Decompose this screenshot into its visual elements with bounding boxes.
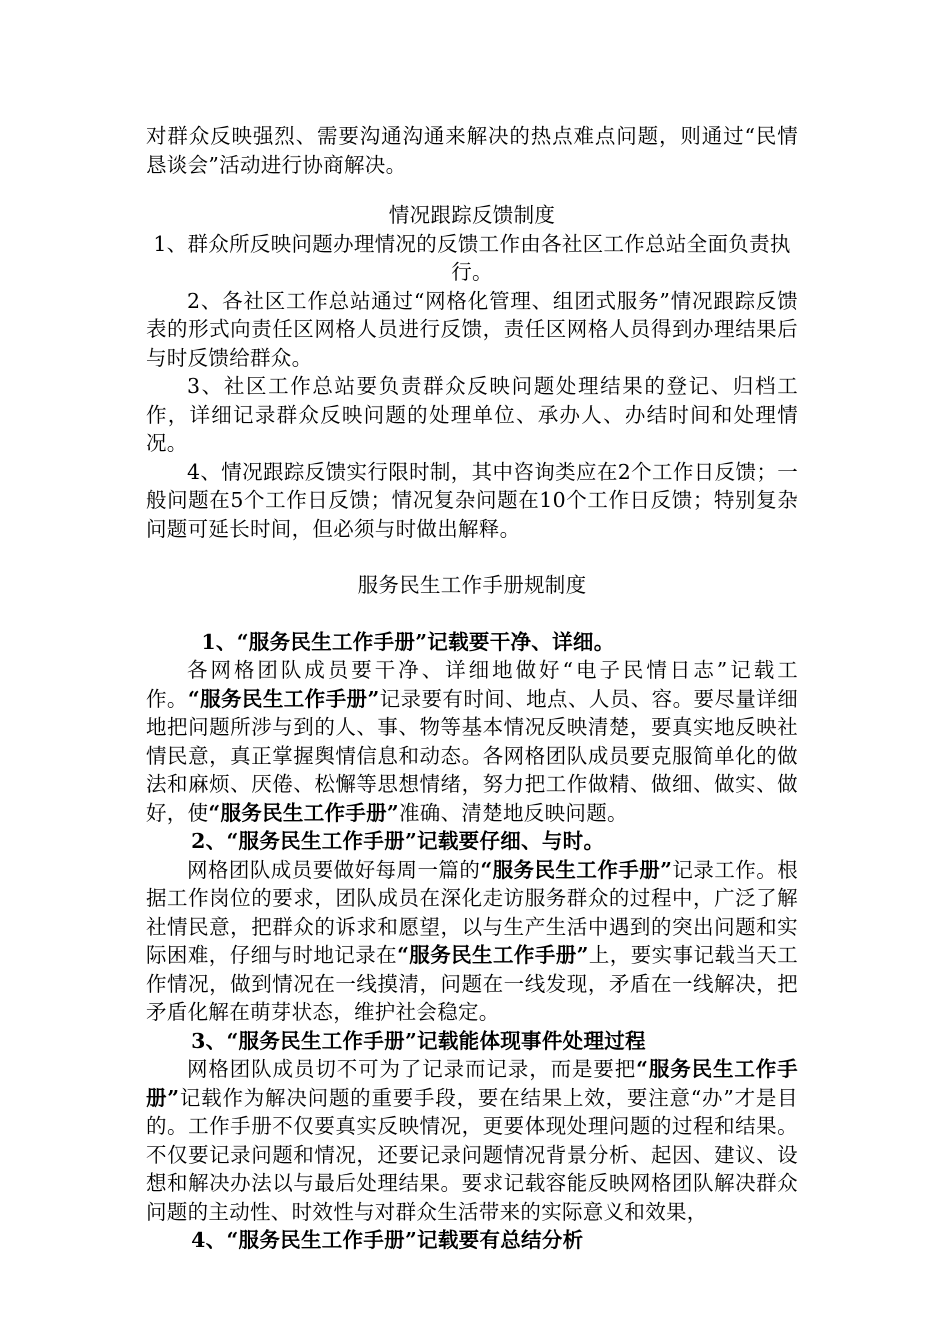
- text-run: 记载作为解决问题的重要手段，要在结果上效，要注意“办”才是目的。工作手册不仅要真实反映情况，更要体现处理问题的过程和结果。不仅要记录问题和情况，还要记录问题情况背景分析、起因、建议、设想和解决办法以与最后处理结果。要求记载容能反映网格团队解决群众问题的主动性、时效性与对群众生活带来的实际意义和效果，: [146, 1085, 798, 1224]
- text-run: 记录要有时间、地点、人员、容。要尽量详细地把问题所涉与到的人、事、物等基本情况反映清楚，要真实地反映社情民意，真正掌握舆情信息和动态。各网格团队成员要克服简单化的做法和麻烦、厌倦、松懈等思想情绪，努力把工作做精、做细、做实、做好，使: [146, 686, 798, 825]
- handbook-title-emphasis: “服务民生工作手册”: [187, 686, 380, 711]
- feedback-item-3: 3、社区工作总站要负责群众反映问题处理结果的登记、归档工作，详细记录群众反映问题的处理单位、承办人、办结时间和处理情况。: [146, 374, 798, 455]
- spacer: [146, 179, 798, 201]
- handbook-item-1-heading: 1、“服务民生工作手册”记载要干净、详细。: [201, 629, 615, 654]
- handbook-item-4-heading: 4、“服务民生工作手册”记载要有总结分析: [191, 1228, 584, 1252]
- document-body: [146, 122, 798, 1255]
- section-title-feedback: 情况跟踪反馈制度: [388, 203, 556, 227]
- intro-paragraph: 对群众反映强烈、需要沟通沟通来解决的热点难点问题，则通过“民情恳谈会”活动进行协商解决。: [146, 124, 798, 177]
- handbook-item-2-heading: 2、“服务民生工作手册”记载要仔细、与时。: [191, 829, 605, 853]
- section-title-handbook: 服务民生工作手册规制度: [357, 573, 587, 597]
- handbook-title-emphasis: “服务民生工作手册”: [480, 857, 673, 882]
- text-run: 网格团队成员要做好每周一篇的: [187, 857, 481, 882]
- handbook-title-emphasis: “服务民生工作手册”: [208, 800, 399, 825]
- handbook-item-3-heading: 3、“服务民生工作手册”记载能体现事件处理过程: [191, 1028, 646, 1053]
- handbook-item-2-paragraph: [146, 856, 798, 1027]
- spacer: [146, 543, 798, 571]
- text-run: 各网格团队成员要干净、详细地做好“电子民情日志”记载工作。: [146, 658, 798, 711]
- handbook-title-emphasis: “服务民生工作手册”: [146, 1057, 798, 1110]
- feedback-item-4: 4、情况跟踪反馈实行限时制，其中咨询类应在2个工作日反馈；一般问题在5个工作日反馈；情况复杂问题在10个工作日反馈；特别复杂问题可延长时间，但必须与时做出解释。: [146, 459, 798, 541]
- feedback-item-1: 1、群众所反映问题办理情况的反馈工作由各社区工作总站全面负责执行。: [153, 231, 791, 284]
- feedback-item-2: 2、各社区工作总站通过“网格化管理、组团式服务”情况跟踪反馈表的形式向责任区网格人员进行反馈，责任区网格人员得到办理结果后与时反馈给群众。: [146, 288, 798, 370]
- text-run: 准确、清楚地反映问题。: [399, 800, 628, 825]
- handbook-item-1-paragraph: [146, 656, 798, 827]
- handbook-title-emphasis: “服务民生工作手册”: [397, 943, 589, 967]
- text-run: 记录工作。根据工作岗位的要求，团队成员在深化走访服务群众的过程中，广泛了解社情民意，把群众的诉求和愿望，以与生产生活中遇到的突出问题和实际困难，仔细与时地记录在: [146, 857, 798, 967]
- text-run: 上，要实事记载当天工作情况，做到情况在一线摸清，问题在一线发现，矛盾在一线解决，把矛盾化解在萌芽状态，维护社会稳定。: [146, 943, 798, 1024]
- text-run: 网格团队成员切不可为了记录而记录，而是要把: [187, 1057, 637, 1081]
- spacer: [146, 600, 798, 628]
- handbook-item-3-paragraph: [146, 1055, 798, 1226]
